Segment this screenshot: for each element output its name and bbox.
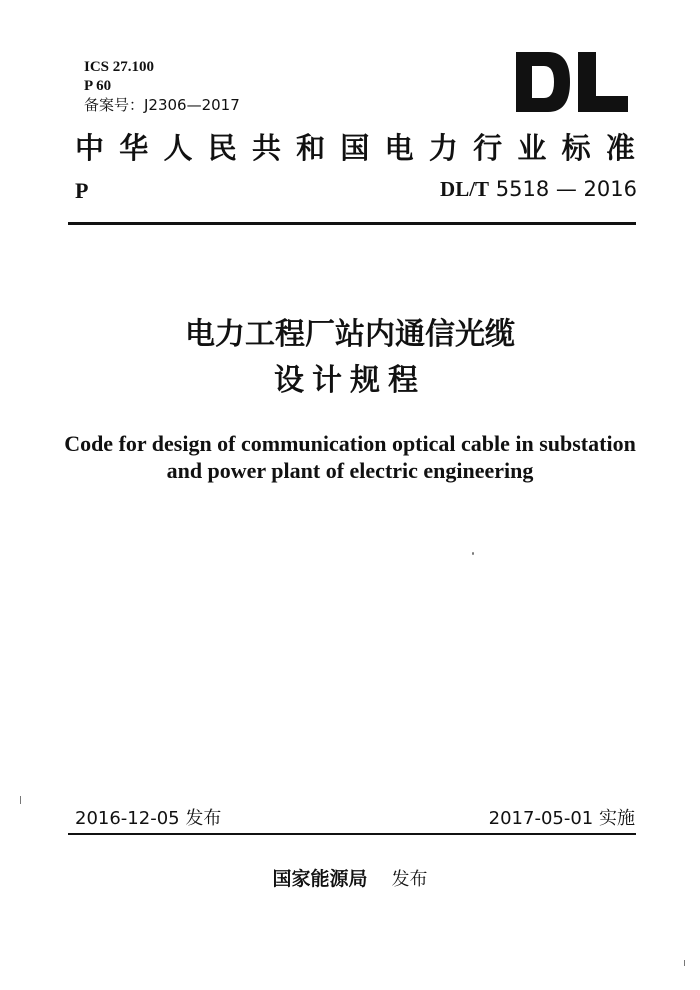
standard-category-char: 准 (605, 131, 635, 165)
standard-number-prefix: DL/T (440, 177, 490, 201)
document-title-english (0, 430, 700, 484)
issue-date: 2016-12-05 发布 (75, 808, 222, 829)
classification-letter: P (75, 178, 89, 203)
standard-category-char: 中 (75, 131, 105, 165)
ics-code: ICS 27.100 (84, 59, 155, 75)
scan-speck (684, 960, 685, 966)
title-line-1: 电力工程厂站内通信光缆 (185, 317, 515, 352)
ccs-code: P 60 (84, 78, 112, 94)
standard-category-char: 力 (428, 131, 458, 165)
standard-metadata (84, 58, 240, 115)
standard-category-char: 人 (163, 131, 193, 165)
standard-category-char: 民 (207, 131, 237, 165)
publisher-action: 发布 (391, 869, 428, 890)
scan-speck (20, 796, 21, 804)
standard-category-char: 共 (251, 131, 281, 165)
title-line-2: 设计规程 (274, 363, 426, 398)
implementation-date: 2017-05-01 实施 (488, 808, 635, 829)
footer-divider (68, 833, 636, 835)
document-title-chinese (0, 312, 700, 404)
header-divider (68, 222, 636, 225)
publisher-org: 国家能源局 (272, 868, 368, 890)
standard-category-char: 标 (561, 131, 591, 165)
standard-category-char: 和 (296, 131, 326, 165)
record-number: 备案号：J2306—2017 (84, 96, 240, 114)
scan-speck (472, 552, 474, 555)
publisher (0, 864, 700, 891)
standard-category-char: 国 (340, 131, 370, 165)
english-title-line-2: and power plant of electric engineering (166, 458, 534, 483)
standard-category-char: 电 (384, 131, 414, 165)
standard-category-char: 华 (119, 131, 149, 165)
standard-category-title (75, 128, 635, 168)
standard-category-char: 行 (473, 131, 503, 165)
standard-category-char: 业 (517, 131, 547, 165)
english-title-line-1: Code for design of communication optical cable in substation (64, 431, 636, 456)
standard-number-value: 5518 — 2016 (495, 177, 637, 201)
dl-logo (516, 52, 628, 112)
standard-number (440, 177, 637, 202)
